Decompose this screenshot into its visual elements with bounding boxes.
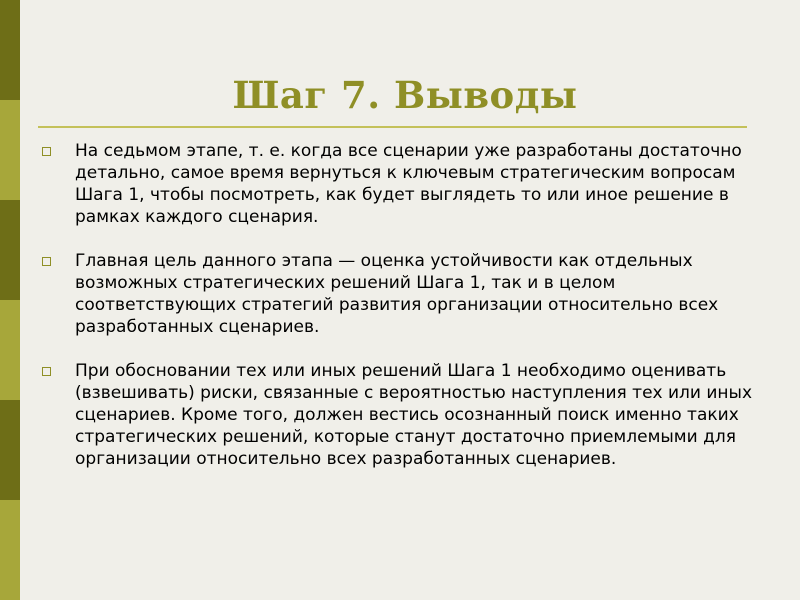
title-divider xyxy=(38,126,747,128)
bullet-item xyxy=(42,140,762,228)
hollow-square-bullet-icon xyxy=(42,147,51,156)
slide-title: Шаг 7. Выводы xyxy=(232,73,578,117)
bullet-item xyxy=(42,250,762,338)
stripe-segment xyxy=(0,400,20,500)
stripe-segment xyxy=(0,200,20,300)
bullet-list xyxy=(42,140,762,492)
bullet-item xyxy=(42,360,762,470)
bullet-text: При обосновании тех или иных решений Шага 1 необходимо оценивать (взвешивать) риски, связанные с вероятностью наступления тех или иных сценариев. Кроме того, должен вестись осознанный поиск именно таких стратегических решений, которые станут достаточно приемлемыми для организации относительно всех разработанных сценариев. xyxy=(75,361,753,469)
bullet-text: На седьмом этапе, т. е. когда все сценарии уже разработаны достаточно детально, самое время вернуться к ключевым стратегическим вопросам Шага 1, чтобы посмотреть, как будет выглядеть то или иное решение в рамках каждого сценария. xyxy=(75,141,742,227)
hollow-square-bullet-icon xyxy=(42,367,51,376)
hollow-square-bullet-icon xyxy=(42,257,51,266)
stripe-segment xyxy=(0,100,20,200)
stripe-segment xyxy=(0,500,20,600)
bullet-text: Главная цель данного этапа — оценка устойчивости как отдельных возможных стратегических решений Шага 1, так и в целом соответствующих стратегий развития организации относительно всех разработанных сценариев. xyxy=(75,251,719,337)
left-decorative-stripe xyxy=(0,0,20,600)
stripe-segment xyxy=(0,0,20,100)
stripe-segment xyxy=(0,300,20,400)
